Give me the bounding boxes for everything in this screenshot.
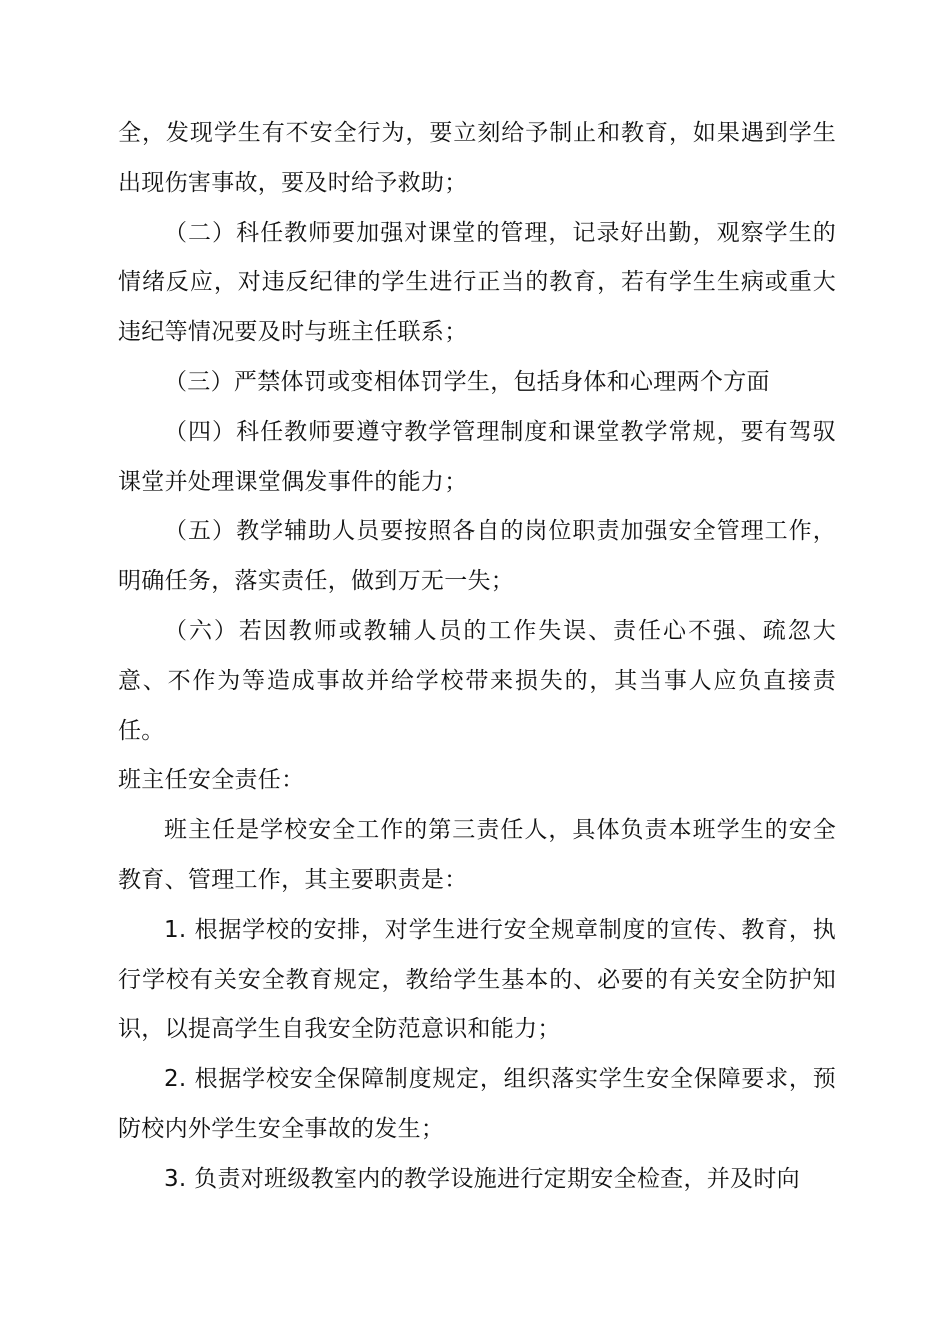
paragraph-item-4: （四）科任教师要遵守教学管理制度和课堂教学常规，要有驾驭课堂并处理课堂偶发事件的能力； — [118, 418, 836, 495]
numbered-item-1: 1. 根据学校的安排，对学生进行安全规章制度的宣传、教育，执行学校有关安全教育规定，教给学生基本的、必要的有关安全防护知识，以提高学生自我安全防范意识和能力； — [118, 916, 836, 1043]
numbered-item-2: 2. 根据学校安全保障制度规定，组织落实学生安全保障要求，预防校内外学生安全事故的发生； — [118, 1066, 836, 1142]
paragraph-item-3: （三）严禁体罚或变相体罚学生，包括身体和心理两个方面 — [164, 368, 770, 395]
document-body — [118, 109, 836, 1205]
paragraph-continuation: 全，发现学生有不安全行为，要立刻给予制止和教育，如果遇到学生出现伤害事故，要及时给予救助； — [118, 120, 836, 196]
paragraph-item-2: （二）科任教师要加强对课堂的管理，记录好出勤，观察学生的情绪反应，对违反纪律的学生进行正当的教育，若有学生生病或重大违纪等情况要及时与班主任联系； — [118, 219, 836, 346]
paragraph-intro: 班主任是学校安全工作的第三责任人，具体负责本班学生的安全教育、管理工作，其主要职责是： — [118, 817, 836, 893]
paragraph-item-5: （五）教学辅助人员要按照各自的岗位职责加强安全管理工作，明确任务，落实责任，做到万无一失； — [118, 518, 836, 595]
section-heading: 班主任安全责任： — [118, 767, 305, 794]
numbered-item-3: 3. 负责对班级教室内的教学设施进行定期安全检查，并及时向 — [164, 1165, 800, 1192]
paragraph-item-6: （六）若因教师或教辅人员的工作失误、责任心不强、疏忽大意、不作为等造成事故并给学校带来损失的，其当事人应负直接责任。 — [118, 617, 836, 744]
